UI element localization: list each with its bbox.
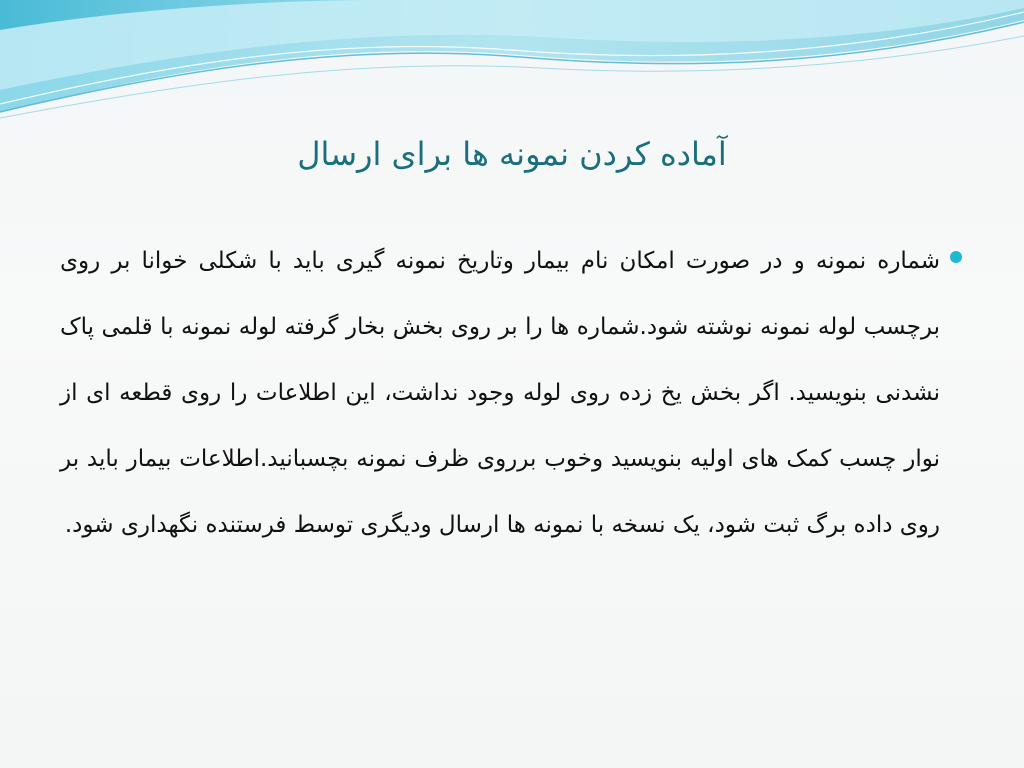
wave-decoration <box>0 0 1024 130</box>
list-item <box>60 228 940 558</box>
bullet-dot-icon <box>950 251 962 263</box>
slide-title: آماده کردن نمونه ها برای ارسال <box>297 135 727 173</box>
bullet-list <box>60 228 940 558</box>
bullet-text: شماره نمونه و در صورت امکان نام بیمار وتاریخ نمونه گیری باید با شکلی خوانا بر روی برچسب لوله نمونه نوشته شود.شماره ها را بر روی بخش بخار گرفته لوله نمونه با قلمی پاک نشدنی بنویسید. اگر بخش یخ زده روی لوله وجود نداشت، این اطلاعات را روی قطعه ای از نوار چسب کمک های اولیه بنویسید وخوب برروی ظرف نمونه بچسبانید.اطلاعات بیمار باید بر روی داده برگ ثبت شود، یک نسخه با نمونه ها ارسال ودیگری توسط فرستنده نگهداری شود. <box>60 248 940 538</box>
